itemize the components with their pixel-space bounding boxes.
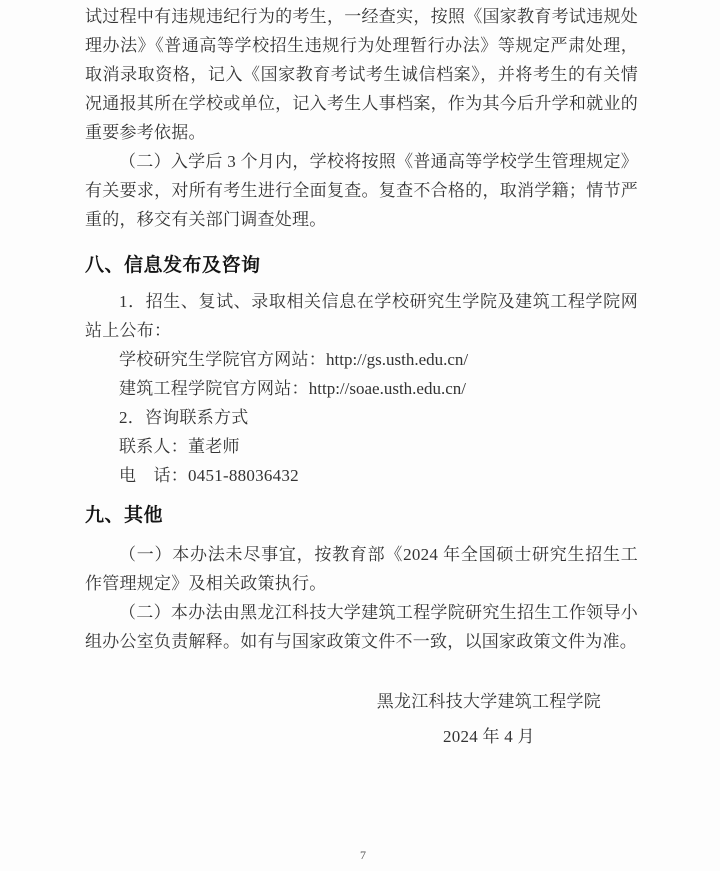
contact-method-item: 2．咨询联系方式 xyxy=(119,408,249,427)
page-number: 7 xyxy=(360,848,366,862)
paragraph-enrollment-recheck: （二）入学后 3 个月内，学校将按照《普通高等学校学生管理规定》有关要求，对所有考生进行全面复查。复查不合格的，取消学籍；情节严重的，移交有关部门调查处理。 xyxy=(85,152,638,229)
contact-person-line: 联系人：董老师 xyxy=(119,437,240,456)
grad-school-website-line xyxy=(85,345,638,374)
document-content xyxy=(85,2,638,751)
section-heading-info-release: 八、信息发布及咨询 xyxy=(85,255,261,276)
college-website-url: http://soae.usth.edu.cn/ xyxy=(308,379,466,398)
phone-line: 电 话：0451-88036432 xyxy=(119,466,299,485)
grad-school-website-label: 学校研究生学院官方网站： xyxy=(119,350,326,369)
section-heading-other: 九、其他 xyxy=(85,505,164,526)
other-item-2: （二）本办法由黑龙江科技大学建筑工程学院研究生招生工作领导小组办公室负责解释。如有与国家政策文件不一致，以国家政策文件为准。 xyxy=(85,603,638,651)
signature-date: 2024 年 4 月 xyxy=(443,727,535,746)
college-website-line xyxy=(85,374,638,403)
signature-organization: 黑龙江科技大学建筑工程学院 xyxy=(376,692,601,711)
signature-block xyxy=(85,687,638,751)
signature-inner xyxy=(377,687,601,751)
grad-school-website-url: http://gs.usth.edu.cn/ xyxy=(326,350,469,369)
other-item-1: （一）本办法未尽事宜，按教育部《2024 年全国硕士研究生招生工作管理规定》及相关政策执行。 xyxy=(85,545,638,593)
paragraph-violation-handling: 试过程中有违规违纪行为的考生，一经查实，按照《国家教育考试违规处理办法》《普通高等学校招生违规行为处理暂行办法》等规定严肃处理，取消录取资格，记入《国家教育考试考生诚信档案》，并将考生的有关情况通报其所在学校或单位，记入考生人事档案，作为其今后升学和就业的重要参考依据。 xyxy=(85,7,638,142)
info-publish-item: 1．招生、复试、录取相关信息在学校研究生学院及建筑工程学院网站上公布： xyxy=(85,292,638,340)
college-website-label: 建筑工程学院官方网站： xyxy=(119,379,309,398)
